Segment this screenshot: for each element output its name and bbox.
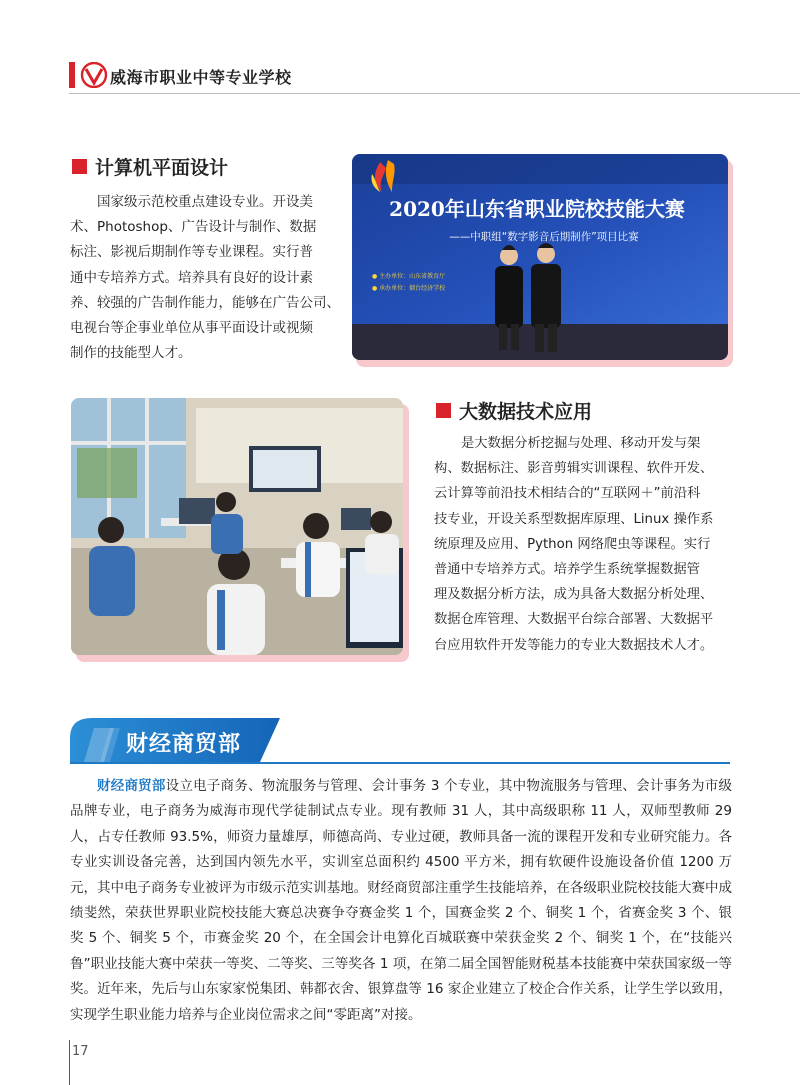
banner-underline bbox=[70, 762, 730, 764]
department-title: 财经商贸部 bbox=[126, 732, 242, 757]
paragraph-line: 养、较强的广告制作能力，能够在广告公司、 bbox=[70, 294, 340, 311]
paragraph-line: 普通中专培养方式。培养学生系统掌握数据管 bbox=[434, 562, 700, 578]
paragraph-line: 理及数据分析方法，成为具备大数据分析处理、 bbox=[434, 587, 714, 603]
paragraph-line: 构、数据标注、影音剪辑实训课程、软件开发、 bbox=[434, 461, 714, 477]
page-number: 17 bbox=[72, 1044, 89, 1059]
organizer-line: ● 主办单位：山东省教育厅 bbox=[372, 273, 446, 280]
paragraph-line: 制作的技能型人才。 bbox=[70, 345, 192, 362]
paragraph-line: 统原理及应用、Python 网络爬虫等课程。实行 bbox=[434, 536, 711, 552]
department-body: 设立电子商务、物流服务与管理、会计事务 3 个专业，其中物流服务与管理、会计事务为市级品牌专业，电子商务为威海市现代学徒制试点专业。现有教师 31 人，其中高级职称 11 人，双师型教师 29 人，占专任教师 93.5%，师资力量雄厚，师德高尚、专业过硬，教师具备一流的课程开发和专业研究能力。各专业实训设备完善，达到国内领先水平，实训室总面积约 4500 平方米，拥有软硬件设施设备价值 1200 万元，其中电子商务专业被评为市级示范实训基地。财经商贸部注重学生技能培养，在各级职业院校技能大赛中成绩斐然，荣获世界职业院校技能大赛总决赛争夺赛金奖 1 个，国赛金奖 2 个、铜奖 1 个，省赛金奖 3 个、银奖 5 个、铜奖 5 个，市赛金奖 20 个，在全国会计电算化百城联赛中荣获金奖 2 个、铜奖 1 个，在“技能兴鲁”职业技能大赛中荣获一等奖、二等奖、三等奖各 1 项，在第二届全国智能财税基本技能赛中荣获国家级一等奖。近年来，先后与山东家家悦集团、韩都衣舍、银算盘等 16 家企业建立了校企合作关系，让学生学以致用，实现学生职业能力培养与企业岗位需求之间“零距离”对接。 bbox=[70, 778, 733, 1023]
square-bullet-icon bbox=[72, 159, 87, 174]
department-lead: 财经商贸部 bbox=[97, 778, 166, 794]
banner-title: 2020年山东省职业院校技能大赛 bbox=[389, 197, 685, 221]
school-logo-icon bbox=[80, 62, 108, 88]
classroom-photo bbox=[71, 398, 403, 655]
paragraph-line: 术、Photoshop、广告设计与制作、数据 bbox=[70, 219, 317, 236]
competition-photo-graphic bbox=[352, 154, 728, 360]
paragraph-line: 通中专培养方式。培养具有良好的设计素 bbox=[70, 269, 313, 286]
department-description bbox=[70, 774, 732, 1028]
section-body-graphic-design bbox=[70, 190, 345, 366]
banner-subtitle: ——中职组“数字影音后期制作”项目比赛 bbox=[449, 231, 639, 243]
paragraph-line: 技专业，开设关系型数据库原理、Linux 操作系 bbox=[434, 511, 714, 527]
school-name: 威海市职业中等专业学校 bbox=[110, 68, 292, 87]
page-margin-rule bbox=[69, 1040, 70, 1085]
paragraph-line: 数据仓库管理、大数据平台综合部署、大数据平 bbox=[434, 612, 714, 628]
section-heading-graphic-design bbox=[72, 153, 228, 180]
paragraph-line: 国家级示范校重点建设专业。开设美 bbox=[97, 194, 313, 210]
paragraph-line: 标注、影视后期制作等专业课程。实行普 bbox=[70, 244, 313, 261]
section-heading-big-data bbox=[436, 397, 592, 424]
classroom-photo-graphic bbox=[71, 398, 403, 655]
paragraph-line: 云计算等前沿技术相结合的“互联网＋”前沿科 bbox=[434, 486, 701, 502]
square-bullet-icon bbox=[436, 403, 451, 418]
section-title: 大数据技术应用 bbox=[459, 401, 593, 423]
section-title: 计算机平面设计 bbox=[95, 157, 229, 179]
header-divider bbox=[69, 93, 800, 94]
paragraph-line: 是大数据分析挖掘与处理、移动开发与架 bbox=[461, 436, 701, 451]
paragraph-line: 台应用软件开发等能力的专业大数据技术人才。 bbox=[434, 637, 714, 653]
section-body-big-data bbox=[434, 431, 734, 658]
competition-photo bbox=[352, 154, 728, 360]
header-accent-bar bbox=[69, 62, 75, 88]
organizer-line: ● 承办单位：烟台经济学校 bbox=[372, 285, 446, 292]
paragraph-line: 电视台等企事业单位从事平面设计或视频 bbox=[70, 320, 313, 337]
